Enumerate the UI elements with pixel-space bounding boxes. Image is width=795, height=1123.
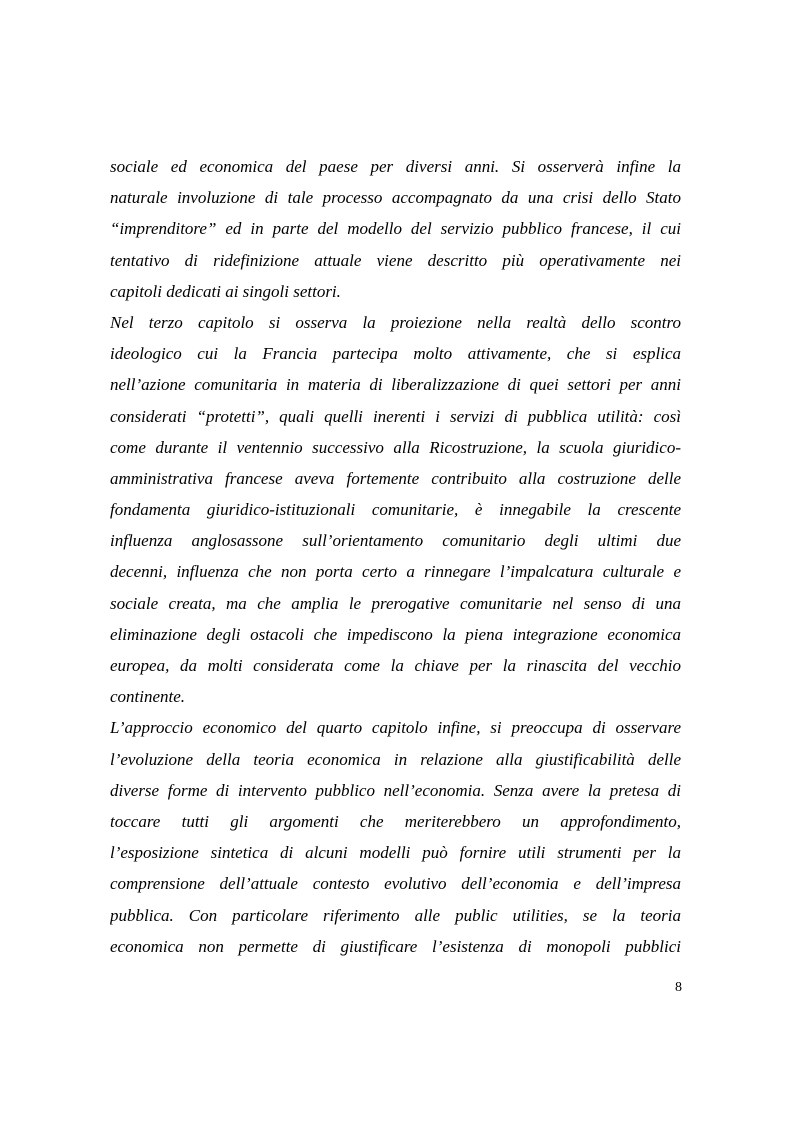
text-line: l’esposizione sintetica di alcuni modelli può fornire utili strumenti per la: [110, 843, 681, 863]
text-line: decenni, influenza che non porta certo a rinnegare l’impalcatura culturale e: [110, 562, 681, 582]
text-line: sociale creata, ma che amplia le prerogative comunitarie nel senso di una: [110, 593, 681, 613]
text-line: diverse forme di intervento pubblico nell’economia. Senza avere la pretesa di: [110, 780, 681, 800]
text-line: ideologico cui la Francia partecipa molto attivamente, che si esplica: [110, 344, 681, 364]
text-line: tentativo di ridefinizione attuale viene descritto più operativamente nei: [110, 250, 681, 270]
text-line: influenza anglosassone sull’orientamento comunitario degli ultimi due: [110, 531, 681, 551]
text-line: l’evoluzione della teoria economica in relazione alla giustificabilità delle: [110, 749, 681, 769]
text-line: nell’azione comunitaria in materia di liberalizzazione di quei settori per anni: [110, 375, 681, 395]
text-line: eliminazione degli ostacoli che impediscono la piena integrazione economica: [110, 624, 681, 644]
text-line: naturale involuzione di tale processo accompagnato da una crisi dello Stato: [110, 188, 681, 208]
text-line: pubblica. Con particolare riferimento alle public utilities, se la teoria: [110, 905, 681, 925]
text-line: comprensione dell’attuale contesto evolutivo dell’economia e dell’impresa: [110, 874, 681, 894]
text-line: sociale ed economica del paese per diversi anni. Si osserverà infine la: [110, 157, 681, 176]
text-line: come durante il ventennio successivo alla Ricostruzione, la scuola giuridico-: [110, 437, 681, 457]
text-line: europea, da molti considerata come la chiave per la rinascita del vecchio: [110, 656, 681, 675]
text-line: considerati “protetti”, quali quelli inerenti i servizi di pubblica utilità: così: [110, 406, 681, 426]
text-line: toccare tutti gli argomenti che meriterebbero un approfondimento,: [110, 811, 681, 831]
page-number: 8: [675, 980, 682, 995]
text-line: fondamenta giuridico-istituzionali comunitarie, è innegabile la crescente: [110, 500, 681, 520]
text-line: capitoli dedicati ai singoli settori.: [110, 281, 341, 301]
body-text: [110, 151, 681, 962]
text-line: amministrativa francese aveva fortemente contribuito alla costruzione delle: [110, 468, 681, 488]
text-line: economica non permette di giustificare l’esistenza di monopoli pubblici: [110, 936, 681, 956]
text-line: L’approccio economico del quarto capitolo infine, si preoccupa di osservare: [110, 718, 681, 738]
text-line: continente.: [110, 687, 186, 707]
text-line: “imprenditore” ed in parte del modello del servizio pubblico francese, il cui: [110, 219, 681, 239]
text-line: Nel terzo capitolo si osserva la proiezione nella realtà dello scontro: [110, 312, 681, 332]
